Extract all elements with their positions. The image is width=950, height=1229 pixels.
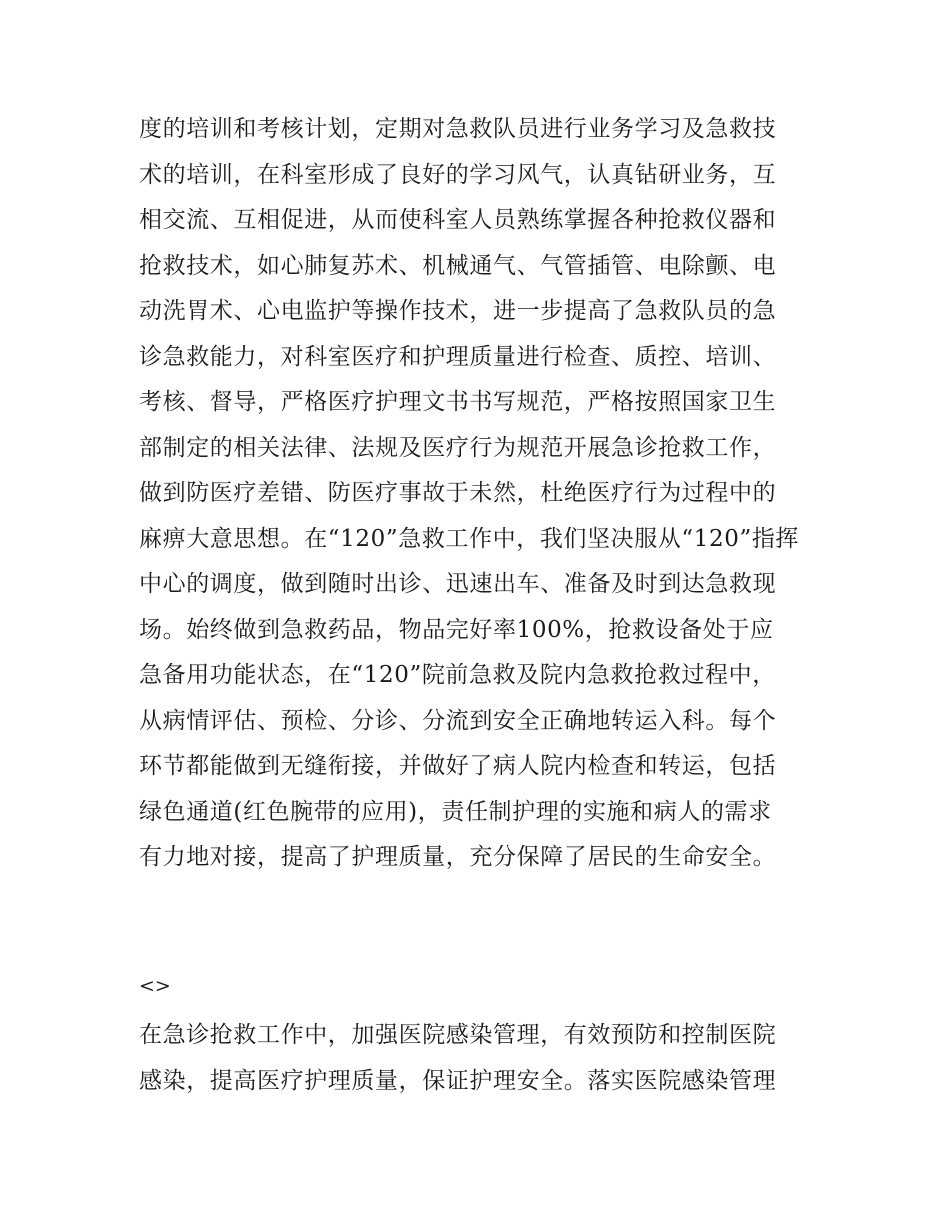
text-line: 环节都能做到无缝衔接，并做好了病人院内检查和转运，包括: [139, 753, 777, 779]
section-marker: <>: [139, 975, 171, 997]
text-line: 急备用功能状态，在“120”院前急救及院内急救抢救过程中，: [139, 662, 776, 688]
text-line: 绿色通道(红色腕带的应用)，责任制护理的实施和病人的需求: [139, 798, 772, 825]
text-line: 做到防医疗差错、防医疗事故于未然，杜绝医疗行为过程中的: [139, 480, 777, 506]
text-line: 动洗胃术、心电监护等操作技术，进一步提高了急救队员的急: [139, 298, 777, 324]
text-line: 中心的调度，做到随时出诊、迅速出车、准备及时到达急救现: [139, 571, 777, 597]
text-line: 相交流、互相促进，从而使科室人员熟练掌握各种抢救仪器和: [139, 207, 777, 233]
paragraph-emergency-training: [139, 107, 819, 881]
text-line: 在急诊抢救工作中，加强医院感染管理，有效预防和控制医院: [139, 1022, 777, 1048]
text-line: 考核、督导，严格医疗护理文书书写规范，严格按照国家卫生: [139, 389, 777, 415]
text-line: 感染，提高医疗护理质量，保证护理安全。落实医院感染管理: [139, 1067, 777, 1094]
text-line: 抢救技术，如心肺复苏术、机械通气、气管插管、电除颤、电: [139, 252, 777, 279]
text-line: 术的培训，在科室形成了良好的学习风气，认真钻研业务，互: [139, 161, 777, 188]
text-line: 有力地对接，提高了护理质量，充分保障了居民的生命安全。: [139, 844, 777, 870]
paragraph-infection-control: [139, 1013, 819, 1104]
text-line: 部制定的相关法律、法规及医疗行为规范开展急诊抢救工作，: [139, 434, 777, 461]
text-line: 度的培训和考核计划，定期对急救队员进行业务学习及急救技: [139, 116, 777, 142]
text-line: 场。始终做到急救药品，物品完好率100%，抢救设备处于应: [139, 616, 774, 643]
text-line: 从病情评估、预检、分诊、分流到安全正确地转运入科。每个: [139, 707, 777, 734]
text-line: 麻痹大意思想。在“120”急救工作中，我们坚决服从“120”指挥: [139, 525, 800, 552]
text-line: 诊急救能力，对科室医疗和护理质量进行检查、质控、培训、: [139, 343, 777, 370]
